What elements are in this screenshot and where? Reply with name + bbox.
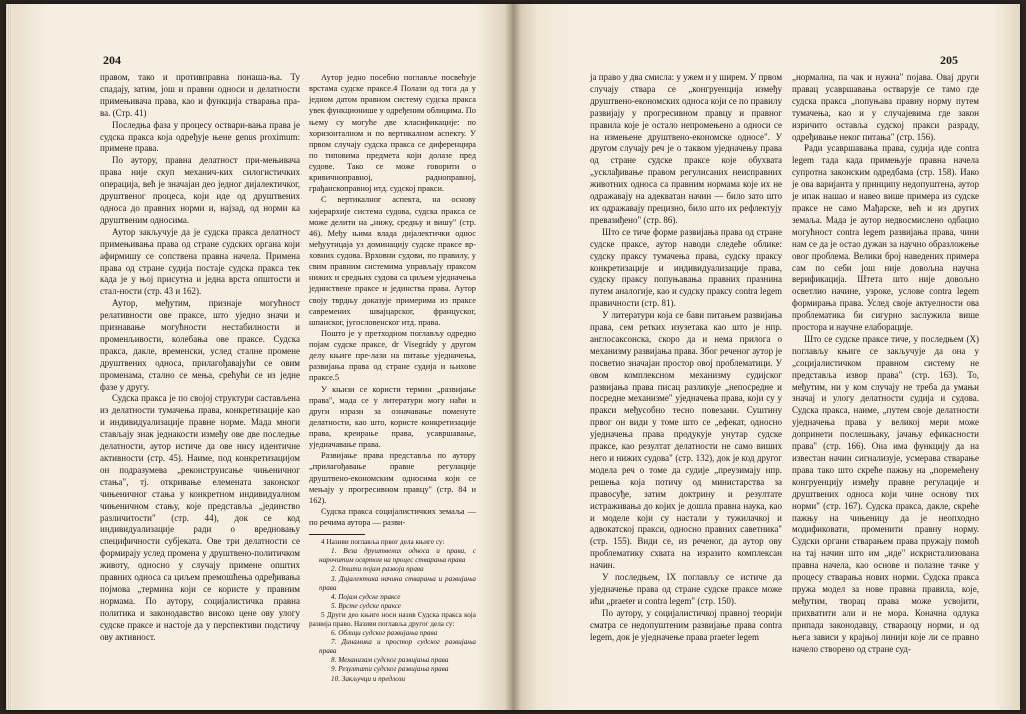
footnote: 2. Општи појам развоја права [331,565,424,574]
paragraph: По аутору, у социјалистичкој правној теорији сматра се недопуштеним развијање права contra legem, док је уједначење права praeter legem [590,607,782,642]
footnote: 1. Веза друштвених односа и права, с нарочитим освртом на процес стварања права [319,547,476,565]
footnote: 9. Резултати судског развијања права [331,665,449,674]
paragraph: Ради усавршавања права, судија иде contra legem тада када примењује правна начела супротна законским одредбама (стр. 158). Иако је ова варијанта у принципу недопуштена, аутор је ипак нашао и навео више примера из судске праксе не само Мађарске, већ и из других земаља. Мада је аутор недвосмислено одбацио могућност contra legem развијања права, чини нам се да је остао дужан за научно образложење овог проблема. Велики број наведених примера сам по себи још није довољна научна верификација. Штета што није довољно осветлио начине, узроке, услове contra legem формирања права. Услед своје актуелности ова проблематика би сигурно заслужила више простора и научне елаборације. [792,143,979,333]
paragraph: Судска пракса социјалистичких земаља — по речима аутора — разви- [309,506,476,527]
book-spread [6,4,1020,710]
left-column-2 [309,72,476,684]
paragraph: Што се судске праксе тиче, у последњем (X) поглављу књиге се закључује да она у „социјалистичком правном систему не представља извор права" (стр. 163). То, међутим, ни у ком случају не треба да умањи значај и улогу делатности судија и судова. Судска пракса, наиме, „путем своје делатности уједначења права у великој мери може допринети послешњаку, јачању ефикасности права" (стр. 166). Она има функцију да на известан начин сигнализује, усмерава стварање права тако што скреће пажњу на „поремећену конгруенцију између правне регулације и друштвених односа који чине основу тих норми" (стр. 167). Судска пракса, дакле, скреће пажњу на чињеницу да је неопходно модификовати, променити правну норму. Судски органи стварањем права пружају помоћ на тај начин што им „иде" искристализована правна начела, као основе и полазне тачке у процесу стварања нових норми. Судска пракса пружа модел за нове правна правила, које, међутим, творац права може усвојити, прихватити али и не мора. Коначна одлука припада законодавцу, ствараоцу норми, и од њега зависи у крајњој линији које ли се правно начело створено од стране суд- [792,333,979,654]
paragraph: С вертикалног аспекта, на основу хијерархије система судова, судска пракса се може делити на „нижу, средњу и вишу" (стр. 46). Међу њима влада дијалектички однос међуутицаја уз доминацију судске праксе вр-ховних судова. Врховни судови, по правилу, у свим правним системима управљају праксом нижих и средњих судова са циљем уједначења јединствене праксе и јединства права. Аутор своју тврдњу доказује примерима из праксе савремених швајцарског, француског, шпанског, југословенског итд. права. [309,195,476,327]
paragraph: Аутор, међутим, признаје могућност релативности ове праксе, што уједно значи и признавање могућности нестабилности и променљивости, колебања ове праксе. Судска пракса, дакле, временски, услед сталне промене друштвених односа, прилагођавајући се овим променама, стално се мења, срећући се из једне фазе у другу. [100,298,300,392]
paragraph: правом, тако и противправна понаша-ња. Ту спадају, затим, још и правни односи и делатности примењивача права, као и функција стварања пра-ва. (Стр. 41) [100,72,300,118]
left-column-1 [100,72,300,644]
footnote: 4. Појам судске праксе [331,592,401,601]
paragraph: Последња фаза у процесу оствари-вања права је судска пракса која одређује њене genus proximum: примене права. [100,119,300,154]
paragraph: Аутор једно посебно поглавље посвећује врстама судске праксе.4 Полази од тога да у једном датом правном систему судска пракса увек функционише у одређеним облицима. По њему су могуће две класификације: по хоризонталном и по вертикалном аспекту. У првом случају судска пракса се диференцира по типовима предмета који долазе пред судове. Тако се може говорити о кривичноправној, радноправној, грађанскоправној итд. судској пракси. [309,73,476,194]
paragraph: Аутор закључује да је судска пракса делатност примењивања права од стране судских органа који афирмишу се сопствена правна начела. Примена права од стране судија постаје судска пракса тек када је у њој присутна и једна врста општости и стал-ности (стр. 43 и 162). [100,226,300,297]
footnote: 5. Врсте судске праксе [331,601,401,610]
footnote: 10. Закључци и предлози [331,674,406,683]
paragraph: Развијање права представља по аутору „прилагођавање правне регулације друштвено-економским односима који се мењају у прогресивном правцу" (стр. 84 и 162). [309,451,476,505]
book-gutter [505,4,521,710]
paragraph: По аутору, правна делатност при-мењивача права није скуп механич-ких силогистичких операција, већ је значајан део једног дијалектичког, друштвеног процеса, који иде од друштвених односа до правних норми и, најзад, од норми ка друштвеним односима. [100,155,300,225]
paragraph: У литератури која се бави питањем развијања права, сем ретких изузетака као што је нпр. англосаксонска, скоро да и нема прилога о механизму развијања права. Због реченог аутор је посветио значајан простор овој проблематици. У овом комплексном механизму судијског развијања права писац разликује „непосредне и посредне механизме" уједначења права, који су у пракси међусобно тесно повезани. Суштину првог он види у томе што се „ефекат, односно уједначења права продукује унутар судске праксе, као резултат делатности не само виших него и нижих судова" (стр. 132), док је код другог модела реч о томе да судије „преузимају нпр. решења која потичу од министарства за правосуђе, затим доктрину и резултате истраживања до којих је дошла правна наука, као и моделе који су настали у тужилачкој и адвокатској пракси, односно правних саветника" (стр. 155). Види се, из реченог, да аутор ову проблематику схвата на изразито комплексан начин. [590,310,782,571]
footnote: 4 Називи поглавља првог дела књиге су: [321,538,445,547]
paragraph: ја право у два смисла: у ужем и у ширем. У првом случају ствара се „конгруенција између друштвено-економских односа који се по правилу развијају у прогресивном правцу и правног правила које је остало непромењено а односи се на измењене друштвено-економске односе". У другом случају реч је о таквом уједначењу права од стране судске праксе које обухвата „усклађивање правом регулисаних неисправних животних односа са правним нормама које их не одражавају на адекватан начин — било зато што их одражавају прецизно, било што их рефлектују превазиђено" (стр. 86). [590,72,783,225]
right-page [513,4,1020,710]
page-number-right: 205 [940,53,958,67]
footnote: 8. Механизам судског развијања права [331,656,449,665]
paragraph: У последњем, IX поглављу се истиче да уједначење права од стране судске праксе може ићи „praeter и contra legem" (стр. 150). [590,572,782,606]
right-column-1 [590,72,782,644]
paragraph: „нормална, па чак и нужна" појава. Овај други правац усавршавања остварује се тамо где судска пракса „попуњава правну норму путем тумачења, као и у случајевима где закон изричито оставља судској пракси разраду, одређивање неког питања" (стр. 156). [792,72,979,142]
footnote: 5 Други део књиге носи назив Судска пракса која развија право. Називи поглавља другог дела су: [309,610,476,628]
page-edges [6,4,12,710]
footnote-rule [309,534,365,535]
page-number-left: 204 [103,53,121,67]
paragraph: Пошто је у претходном поглављу одредио појам судске праксе, dr Visegrády у другом делу књиге пре-лази на питање уједначења, развијања права од стране судија и њихове праксе.5 [309,328,476,383]
footnote: 7. Динамика и простор судског развијања права [319,638,476,656]
paragraph: Судска пракса је по својој структури састављена из делатности тумачења права, конкретизације као и индивидуализације правне норме. Мада многи стављају знак једнакости између ове две последње делатности, аутор истиче да ове нису идентичне активности (стр. 45). Наиме, под конкретизацијом он подразумева „реконструисање чињеничног стања", тј. откривање елемената законског чињеничног стања у конкретном индивидуалном чињеничном стању, које представља „јединство различитости" (стр. 44), док се код индивидуализације ради о вредновању специфичности субјеката. Ове три делатности се формирају услед промена у друштвено-политичком животу, односно у случају примене општих правних односа са циљем премошћења одређивања појмова „термина који се користе у правним нормама. По аутору, социјалистичка правна политика и законодавство високо цене ову улогу судске праксе и настоје да у перспективи подстичу ову активност. [100,393,300,642]
paragraph: У књизи се користи термин „развијање права", мада се у литератури могу наћи и други изрази за означавање поменуте делатности, као што, користе конкретизације права, креирање права, усавршавање, уједначавање права. [309,384,476,450]
footnote: 3. Дијалектика начина стварања и развијања права [319,574,476,592]
right-column-2 [792,72,979,655]
footnote: 6. Облици судског развијања права [331,629,438,638]
paragraph: Што се тиче форме развијања права од стране судске праксе, аутор наводи следеће облике: судску праксу тумачења права, судску праксу конкретизације и индивидуализације права, судску праксу попуњавања правних празнина путем аналогије, као и судску праксу contra legem правичности (стр. 81). [590,226,782,309]
left-page [6,4,513,710]
